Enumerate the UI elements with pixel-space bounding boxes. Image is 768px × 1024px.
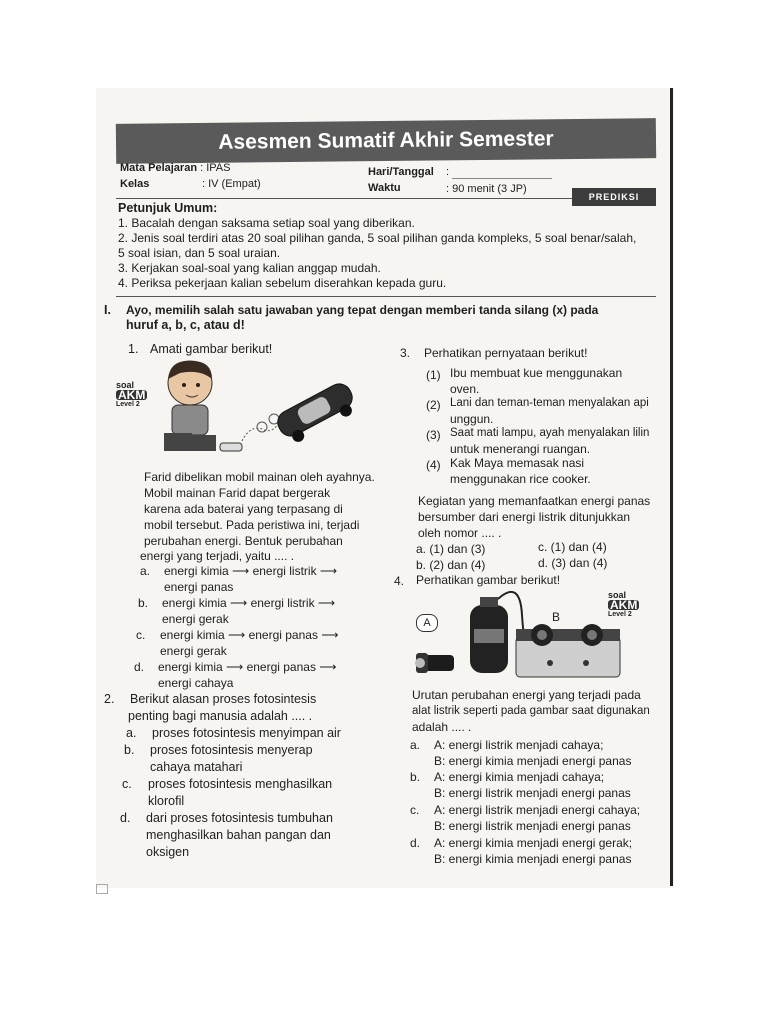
q3-stem: oleh nomor .... . bbox=[418, 526, 502, 540]
q2-option-a-letter[interactable]: a. bbox=[126, 726, 137, 740]
q1-stem: Farid dibelikan mobil mainan oleh ayahnya. bbox=[144, 470, 375, 484]
q1-stem: perubahan energi. Bentuk perubahan bbox=[144, 534, 343, 548]
q1-option-d-letter[interactable]: d. bbox=[134, 660, 145, 674]
q3-statement: Lani dan teman-teman menyalakan api bbox=[450, 397, 649, 409]
akm-soal-label: soal bbox=[116, 380, 135, 390]
q2-option-a[interactable]: proses fotosintesis menyimpan air bbox=[152, 726, 341, 740]
q3-statement-cont: untuk menerangi ruangan. bbox=[450, 442, 591, 456]
q3-option-c[interactable]: c. (1) dan (4) bbox=[538, 540, 607, 554]
q2-option-d-cont: menghasilkan bahan pangan dan bbox=[146, 828, 331, 842]
page-title: Asesmen Sumatif Akhir Semester bbox=[218, 127, 554, 154]
q2-option-c[interactable]: proses fotosintesis menghasilkan bbox=[148, 777, 333, 791]
q4-option-c-cont: B: energi listrik menjadi energi panas bbox=[434, 819, 631, 833]
akm-level-label: Level 2 bbox=[116, 401, 140, 408]
prediksi-badge: PREDIKSI bbox=[572, 188, 656, 206]
waktu-label: Waktu bbox=[368, 182, 401, 194]
q1-option-c-cont: energi gerak bbox=[160, 644, 227, 658]
akm-level-label: Level 2 bbox=[608, 611, 632, 618]
q4-option-a-cont: B: energi kimia menjadi energi panas bbox=[434, 754, 632, 768]
waktu-field bbox=[368, 182, 401, 194]
flashlight-icon bbox=[415, 653, 454, 673]
petunjuk-item: 4. Periksa pekerjaan kalian sebelum diserahkan kepada guru. bbox=[118, 276, 447, 290]
q3-option-b[interactable]: b. (2) dan (4) bbox=[416, 558, 486, 572]
q1-option-a-letter[interactable]: a. bbox=[140, 564, 151, 578]
q1-option-c-letter[interactable]: c. bbox=[136, 628, 146, 642]
petunjuk-item: 3. Kerjakan soal-soal yang kalian anggap mudah. bbox=[118, 261, 381, 275]
q1-number: 1. bbox=[128, 342, 139, 356]
q4-option-b[interactable]: A: energi kimia menjadi cahaya; bbox=[434, 770, 605, 784]
q1-stem: energi yang terjadi, yaitu .... . bbox=[140, 549, 295, 563]
q4-prompt: Perhatikan gambar berikut! bbox=[416, 573, 561, 587]
mapel-label: Mata Pelajaran bbox=[120, 162, 198, 174]
akm-level-badge bbox=[116, 380, 147, 410]
petunjuk-item: 2. Jenis soal terdiri atas 20 soal pilihan ganda, 5 soal pilihan ganda kompleks, 5 soal benar/salah, bbox=[118, 231, 637, 245]
q2-option-b-letter[interactable]: b. bbox=[124, 743, 135, 757]
petunjuk-item: 5 soal isian, dan 5 soal uraian. bbox=[118, 246, 281, 260]
scan-watermark-icon bbox=[96, 884, 108, 894]
q4-option-d-cont: B: energi kimia menjadi energi panas bbox=[434, 852, 632, 866]
q2-option-c-cont: klorofil bbox=[148, 794, 185, 808]
petunjuk-divider bbox=[116, 296, 656, 297]
q3-statement-cont: oven. bbox=[450, 382, 480, 396]
q1-option-a-cont: energi panas bbox=[164, 580, 234, 594]
q1-option-b[interactable]: energi kimia ⟶ energi listrik ⟶ bbox=[162, 596, 336, 610]
q1-stem: Mobil mainan Farid dapat bergerak bbox=[144, 486, 331, 500]
q4-option-c[interactable]: A: energi listrik menjadi energi cahaya; bbox=[434, 803, 641, 817]
akm-soal-label: soal bbox=[608, 590, 627, 600]
q4-option-c-letter[interactable]: c. bbox=[410, 803, 420, 817]
boy-figure bbox=[164, 361, 216, 451]
q1-option-d-cont: energi cahaya bbox=[158, 676, 234, 690]
q2-option-d[interactable]: dari proses fotosintesis tumbuhan bbox=[146, 811, 333, 825]
akm-label: AKM bbox=[118, 388, 146, 402]
q3-statement-num: (1) bbox=[426, 368, 441, 382]
header-divider bbox=[116, 198, 572, 199]
akm-label: AKM bbox=[610, 598, 638, 612]
q3-statement-cont: unggun. bbox=[450, 412, 494, 426]
q1-option-a[interactable]: energi kimia ⟶ energi listrik ⟶ bbox=[164, 564, 338, 578]
q2-option-d-letter[interactable]: d. bbox=[120, 811, 131, 825]
toy-car-small bbox=[220, 443, 242, 451]
petunjuk-item: 1. Bacalah dengan saksama setiap soal yang diberikan. bbox=[118, 216, 415, 230]
q4-option-a[interactable]: A: energi listrik menjadi cahaya; bbox=[434, 738, 604, 752]
q2-option-d-cont: oksigen bbox=[146, 845, 190, 859]
gas-stove-icon bbox=[516, 624, 620, 677]
q4-option-d-letter[interactable]: d. bbox=[410, 836, 421, 850]
mapel-field bbox=[120, 162, 230, 174]
q4-stem: Urutan perubahan energi yang terjadi pada bbox=[412, 688, 641, 702]
q3-option-d[interactable]: d. (3) dan (4) bbox=[538, 556, 608, 570]
q2-option-c-letter[interactable]: c. bbox=[122, 777, 132, 791]
toy-car-large bbox=[274, 380, 360, 448]
q3-statement: Saat mati lampu, ayah menyalakan lilin bbox=[450, 427, 650, 439]
q2-number: 2. bbox=[104, 692, 115, 706]
boy-toy-car-illustration bbox=[150, 355, 360, 460]
hari-label: Hari/Tanggal bbox=[368, 166, 434, 178]
title-banner bbox=[116, 118, 656, 164]
q4-number: 4. bbox=[394, 574, 405, 588]
flashlight-gas-stove-illustration bbox=[410, 585, 630, 685]
q4-label-b: B bbox=[552, 610, 561, 624]
q2-option-b[interactable]: proses fotosintesis menyerap bbox=[150, 743, 313, 757]
q3-statement-cont: menggunakan rice cooker. bbox=[450, 472, 591, 486]
q3-statement: Kak Maya memasak nasi bbox=[450, 456, 585, 470]
hari-value: : bbox=[446, 166, 450, 178]
section-instruction-cont: huruf a, b, c, atau d! bbox=[126, 318, 245, 332]
q4-stem: alat listrik seperti pada gambar saat digunakan bbox=[412, 705, 650, 717]
kelas-value: : IV (Empat) bbox=[202, 178, 261, 190]
q3-statement-num: (4) bbox=[426, 458, 441, 472]
q3-prompt: Perhatikan pernyataan berikut! bbox=[424, 346, 588, 360]
petunjuk-heading: Petunjuk Umum: bbox=[118, 201, 218, 215]
q4-option-a-letter[interactable]: a. bbox=[410, 738, 421, 752]
q2-stem: Berikut alasan proses fotosintesis bbox=[130, 692, 317, 706]
section-number: I. bbox=[104, 303, 111, 317]
hari-field bbox=[368, 166, 434, 178]
q3-stem: Kegiatan yang memanfaatkan energi panas bbox=[418, 494, 651, 508]
kelas-label: Kelas bbox=[120, 178, 150, 190]
kelas-field bbox=[120, 178, 149, 190]
q2-option-b-cont: cahaya matahari bbox=[150, 760, 243, 774]
gas-cylinder-icon bbox=[470, 597, 508, 673]
q1-option-b-letter[interactable]: b. bbox=[138, 596, 149, 610]
mapel-value: : IPAS bbox=[200, 162, 231, 174]
q4-label-a: A bbox=[416, 614, 438, 632]
q1-stem: karena ada baterai yang terpasang di bbox=[144, 502, 343, 516]
q3-number: 3. bbox=[400, 346, 411, 360]
q4-option-d[interactable]: A: energi kimia menjadi energi gerak; bbox=[434, 836, 633, 850]
waktu-value: : 90 menit (3 JP) bbox=[446, 183, 527, 195]
q1-option-c[interactable]: energi kimia ⟶ energi panas ⟶ bbox=[160, 628, 339, 642]
q1-prompt: Amati gambar berikut! bbox=[150, 342, 273, 356]
q4-option-b-cont: B: energi listrik menjadi energi panas bbox=[434, 786, 631, 800]
q3-statement-num: (3) bbox=[426, 428, 441, 442]
q1-option-d[interactable]: energi kimia ⟶ energi panas ⟶ bbox=[158, 660, 337, 674]
q1-option-b-cont: energi gerak bbox=[162, 612, 229, 626]
page-edge bbox=[670, 88, 673, 886]
q1-stem: mobil tersebut. Pada peristiwa ini, terjadi bbox=[144, 518, 360, 532]
q3-option-a[interactable]: a. (1) dan (3) bbox=[416, 542, 486, 556]
q3-statement: Ibu membuat kue menggunakan bbox=[450, 366, 623, 380]
q4-stem: adalah .... . bbox=[412, 720, 472, 734]
q4-option-b-letter[interactable]: b. bbox=[410, 770, 421, 784]
q3-stem: bersumber dari energi listrik ditunjukkan bbox=[418, 510, 631, 524]
q2-stem: penting bagi manusia adalah .... . bbox=[128, 709, 313, 723]
q3-statement-num: (2) bbox=[426, 398, 441, 412]
date-blank-line bbox=[452, 178, 552, 179]
section-instruction: Ayo, memilih salah satu jawaban yang tepat dengan memberi tanda silang (x) pada bbox=[126, 303, 599, 317]
